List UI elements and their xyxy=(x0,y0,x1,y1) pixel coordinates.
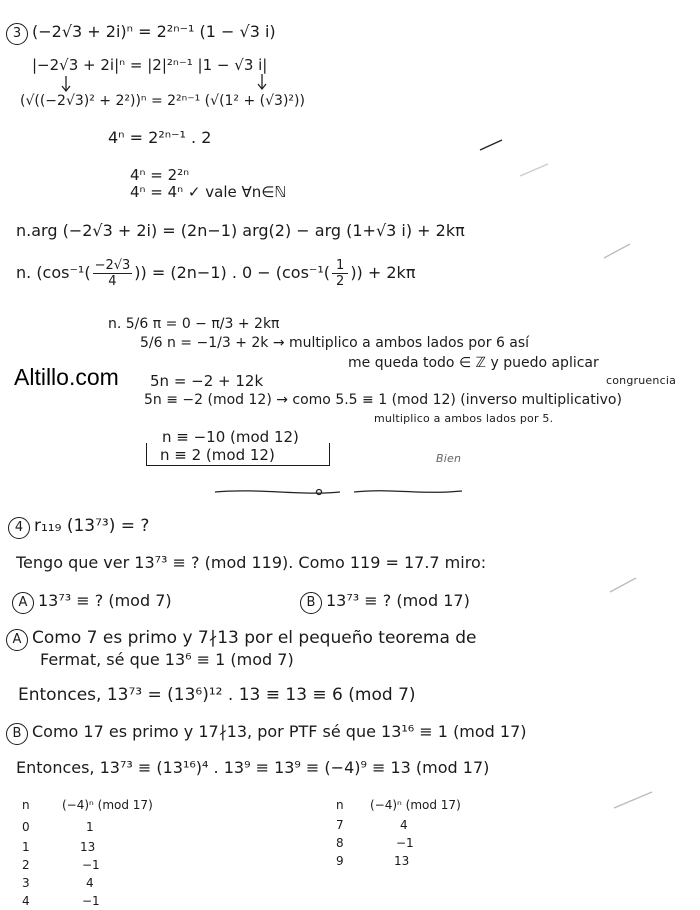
table-cell-n: 1 xyxy=(22,840,30,854)
problem-3-statement: 3 (−2√3 + 2i)ⁿ = 2²ⁿ⁻¹ (1 − √3 i) xyxy=(6,22,276,45)
modulus-step-2: 4ⁿ = 2²ⁿ xyxy=(130,166,190,184)
problem-4-statement: 4 r₁₁₉ (13⁷³) = ? xyxy=(8,516,149,539)
table-cell-n: 9 xyxy=(336,854,344,868)
table-head-n: n xyxy=(336,798,344,812)
problem-number: 4 xyxy=(8,517,30,539)
modulus-equation: |−2√3 + 2i|ⁿ = |2|²ⁿ⁻¹ |1 − √3 i| xyxy=(32,56,268,74)
argument-expanded: n. (cos⁻¹( $\frac{-2√3}{4}$ )) = (2n−1) . 0 − (cos⁻¹( $\frac{1}{2}$ )) + 2kπ xyxy=(16,258,416,289)
case-label-a: A xyxy=(6,629,28,651)
modulus-conclusion: 4ⁿ = 4ⁿ ✓ vale ∀n∈ℕ xyxy=(130,183,287,201)
watermark: Altillo.com xyxy=(14,364,119,390)
problem-number: 3 xyxy=(6,23,28,45)
table-cell-value: 13 xyxy=(394,854,410,868)
congruence-note: multiplico a ambos lados por 5. xyxy=(374,412,554,425)
argument-step-1: n. 5/6 π = 0 − π/3 + 2kπ xyxy=(108,316,280,332)
case-a-line-3: Entonces, 13⁷³ = (13⁶)¹² . 13 ≡ 13 ≡ 6 (mod 7) xyxy=(18,685,416,705)
table-cell-value: −1 xyxy=(396,836,414,850)
argument-note-2: congruencia xyxy=(606,374,677,387)
case-a-heading: A 13⁷³ ≡ ? (mod 7) xyxy=(12,591,172,614)
modulus-step-1: 4ⁿ = 2²ⁿ⁻¹ . 2 xyxy=(108,128,212,147)
grade-mark: Bien xyxy=(436,452,462,465)
modulus-expanded: (√((−2√3)² + 2²))ⁿ = 2²ⁿ⁻¹ (√(1² + (√3)²)) xyxy=(20,93,305,109)
case-b-line-2: Entonces, 13⁷³ ≡ (13¹⁶)⁴ . 13⁹ ≡ 13⁹ ≡ (−4)⁹ ≡ 13 (mod 17) xyxy=(16,758,490,777)
argument-note: me queda todo ∈ ℤ y puedo aplicar xyxy=(348,355,599,371)
case-label-b: B xyxy=(6,723,28,745)
argument-step-2: 5/6 n = −1/3 + 2k → multiplico a ambos lados por 6 así xyxy=(140,335,530,351)
congruence-step-2: 5n ≡ −2 (mod 12) → como 5.5 ≡ 1 (mod 12) (inverso multiplicativo) xyxy=(144,392,622,408)
case-label-b: B xyxy=(300,592,322,614)
case-b-line-1: B Como 17 es primo y 17∤13, por PTF sé que 13¹⁶ ≡ 1 (mod 17) xyxy=(6,722,527,745)
table-cell-n: 2 xyxy=(22,858,30,872)
table-cell-value: −1 xyxy=(82,858,100,872)
table-cell-n: 7 xyxy=(336,818,344,832)
congruence-step-1: 5n = −2 + 12k xyxy=(150,372,264,390)
final-answer: n ≡ 2 (mod 12) xyxy=(160,446,275,464)
table-cell-n: 0 xyxy=(22,820,30,834)
table-cell-value: −1 xyxy=(82,894,100,908)
case-a-line-2: Fermat, sé que 13⁶ ≡ 1 (mod 7) xyxy=(40,650,294,669)
table-head-n: n xyxy=(22,798,30,812)
table-cell-n: 4 xyxy=(22,894,30,908)
case-a-line-1: A Como 7 es primo y 7∤13 por el pequeño teorema de xyxy=(6,628,477,651)
congruence-step-3: n ≡ −10 (mod 12) xyxy=(162,428,299,446)
table-cell-value: 1 xyxy=(86,820,94,834)
table-cell-value: 4 xyxy=(400,818,408,832)
argument-equation: n.arg (−2√3 + 2i) = (2n−1) arg(2) − arg (1+√3 i) + 2kπ xyxy=(16,221,465,240)
table-cell-value: 4 xyxy=(86,876,94,890)
table-cell-n: 8 xyxy=(336,836,344,850)
table-head-value: (−4)ⁿ (mod 17) xyxy=(370,798,461,812)
case-b-heading: B 13⁷³ ≡ ? (mod 17) xyxy=(300,591,470,614)
case-label-a: A xyxy=(12,592,34,614)
problem-4-intro: Tengo que ver 13⁷³ ≡ ? (mod 119). Como 119 = 17.7 miro: xyxy=(16,553,487,572)
table-cell-value: 13 xyxy=(80,840,96,854)
table-head-value: (−4)ⁿ (mod 17) xyxy=(62,798,153,812)
table-cell-n: 3 xyxy=(22,876,30,890)
